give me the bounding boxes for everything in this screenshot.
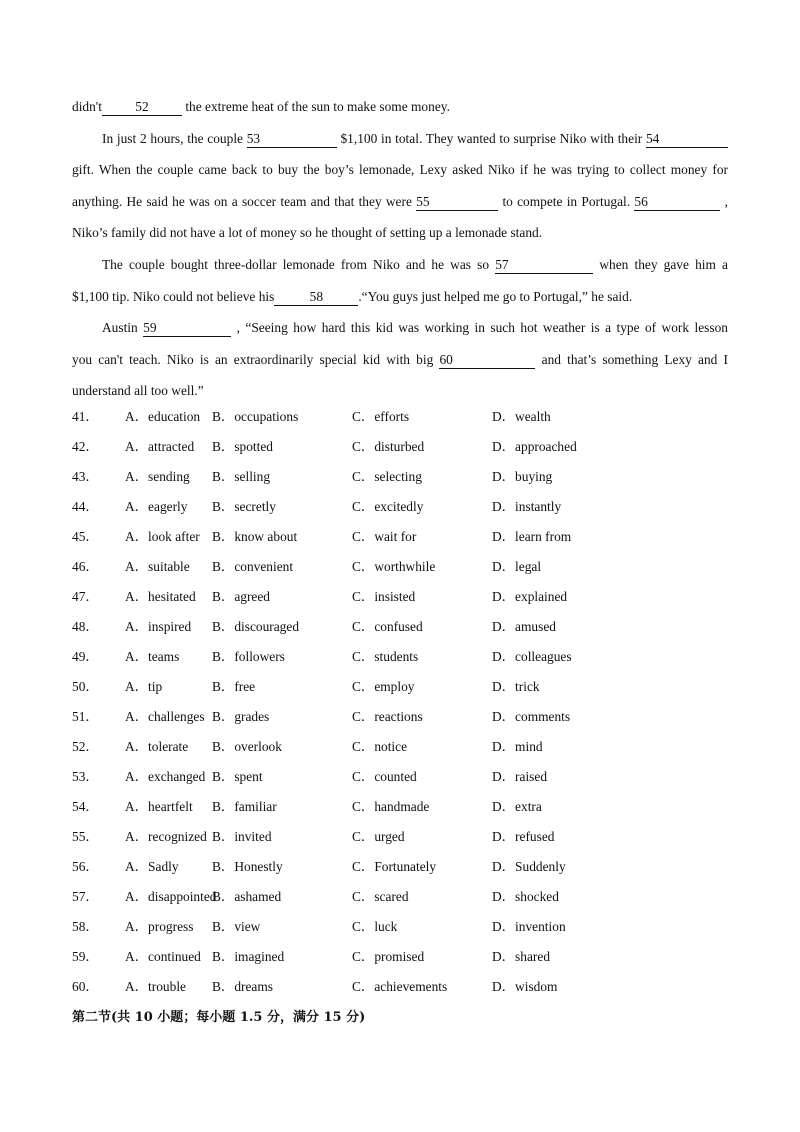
passage-line — [72, 126, 728, 158]
option-c: C．achievements — [352, 979, 448, 994]
option-c: C．promised — [352, 949, 425, 964]
question-number: 53． — [72, 769, 99, 784]
answer-options-list — [72, 404, 728, 1004]
option-b: B．occupations — [212, 409, 299, 424]
passage-line — [72, 94, 728, 126]
passage-text: The couple bought three-dollar lemonade from Niko and he was so — [102, 256, 490, 272]
option-d: D．colleagues — [492, 649, 572, 664]
option-b: B．free — [212, 679, 256, 694]
option-d: D．explained — [492, 589, 568, 604]
passage-text: , — [724, 193, 728, 209]
passage-text: $1,100 in total. They wanted to surprise Niko with their — [340, 130, 643, 146]
option-d: D．shocked — [492, 889, 559, 904]
blank-55: 55 — [416, 194, 498, 211]
option-d: D．trick — [492, 679, 540, 694]
question-row — [72, 584, 728, 614]
question-number: 54． — [72, 799, 99, 814]
option-d: D．approached — [492, 439, 577, 454]
option-a: A．progress — [125, 919, 194, 934]
option-c: C．employ — [352, 679, 415, 694]
passage-line — [72, 315, 728, 347]
question-number: 57． — [72, 889, 99, 904]
option-a: A．exchanged — [125, 769, 206, 784]
option-c: C．students — [352, 649, 419, 664]
question-number: 58． — [72, 919, 99, 934]
blank-57: 57 — [495, 257, 593, 274]
passage-text: the extreme heat of the sun to make some money. — [185, 99, 450, 114]
option-b: B．followers — [212, 649, 285, 664]
option-b: B．ashamed — [212, 889, 282, 904]
question-row — [72, 794, 728, 824]
question-number: 59． — [72, 949, 99, 964]
option-b: B．agreed — [212, 589, 271, 604]
option-a: A．recognized — [125, 829, 207, 844]
option-a: A．Sadly — [125, 859, 179, 874]
passage-line — [72, 252, 728, 284]
passage-text: understand all too well.” — [72, 383, 204, 399]
question-row — [72, 914, 728, 944]
option-c: C．Fortunately — [352, 859, 437, 874]
option-b: B．secretly — [212, 499, 276, 514]
option-d: D．Suddenly — [492, 859, 566, 874]
option-d: D．amused — [492, 619, 556, 634]
question-row — [72, 884, 728, 914]
option-b: B．spotted — [212, 439, 274, 454]
passage-text: to compete in Portugal. — [502, 193, 631, 209]
cloze-passage — [72, 94, 728, 410]
option-a: A．tolerate — [125, 739, 189, 754]
passage-text: and that’s something Lexy and I — [541, 351, 728, 367]
option-b: B．spent — [212, 769, 263, 784]
option-c: C．scared — [352, 889, 409, 904]
option-a: A．teams — [125, 649, 180, 664]
option-d: D．invention — [492, 919, 566, 934]
passage-text: , “Seeing how hard this kid was working in such hot weather is a type of work lesson — [236, 320, 728, 336]
question-row — [72, 554, 728, 584]
question-row — [72, 494, 728, 524]
question-row — [72, 704, 728, 734]
section-heading: 第二节(共 10 小题；每小题 1.5 分，满分 15 分) — [72, 1010, 366, 1025]
question-number: 52． — [72, 739, 99, 754]
question-row — [72, 674, 728, 704]
option-b: B．grades — [212, 709, 270, 724]
question-number: 49． — [72, 649, 99, 664]
question-row — [72, 614, 728, 644]
option-c: C．reactions — [352, 709, 423, 724]
question-number: 48． — [72, 619, 99, 634]
passage-text: Niko’s family did not have a lot of money so he thought of setting up a lemonade stand. — [72, 225, 543, 241]
option-c: C．wait for — [352, 529, 417, 544]
question-row — [72, 644, 728, 674]
option-b: B．dreams — [212, 979, 273, 994]
question-row — [72, 464, 728, 494]
passage-line — [72, 157, 728, 189]
question-row — [72, 854, 728, 884]
option-c: C．notice — [352, 739, 408, 754]
option-a: A．education — [125, 409, 201, 424]
question-number: 51． — [72, 709, 99, 724]
passage-text: $1,100 tip. Niko could not believe his — [72, 288, 275, 304]
question-number: 47． — [72, 589, 99, 604]
option-a: A．hesitated — [125, 589, 196, 604]
question-number: 42． — [72, 439, 99, 454]
option-a: A．suitable — [125, 559, 190, 574]
blank-52: 52 — [102, 99, 182, 116]
passage-text: didn't — [72, 99, 102, 114]
passage-text: you can't teach. Niko is an extraordinarily special kid with big — [72, 351, 434, 367]
option-d: D．shared — [492, 949, 551, 964]
option-b: B．selling — [212, 469, 271, 484]
passage-text: gift. When the couple came back to buy the boy’s lemonade, Lexy asked Niko if he was trying to collect money for — [72, 162, 728, 178]
option-c: C．handmade — [352, 799, 430, 814]
question-number: 45． — [72, 529, 99, 544]
question-row — [72, 974, 728, 1004]
option-c: C．urged — [352, 829, 405, 844]
option-d: D．mind — [492, 739, 543, 754]
option-b: B．view — [212, 919, 261, 934]
option-d: D．instantly — [492, 499, 562, 514]
question-number: 46． — [72, 559, 99, 574]
option-a: A．attracted — [125, 439, 195, 454]
option-b: B．discouraged — [212, 619, 300, 634]
option-b: B．convenient — [212, 559, 294, 574]
option-b: B．Honestly — [212, 859, 283, 874]
question-row — [72, 734, 728, 764]
blank-56: 56 — [634, 194, 720, 211]
option-b: B．invited — [212, 829, 272, 844]
blank-53: 53 — [247, 131, 337, 148]
blank-58: 58 — [274, 289, 358, 306]
passage-text: In just 2 hours, the couple — [102, 130, 243, 146]
option-d: D．raised — [492, 769, 548, 784]
question-number: 41． — [72, 409, 99, 424]
passage-text: .“You guys just helped me go to Portugal,” he said. — [358, 288, 633, 304]
option-a: A．trouble — [125, 979, 186, 994]
question-row — [72, 824, 728, 854]
passage-text: Austin — [102, 320, 138, 336]
option-a: A．challenges — [125, 709, 205, 724]
option-a: A．sending — [125, 469, 190, 484]
blank-54: 54 — [646, 131, 728, 148]
question-number: 56． — [72, 859, 99, 874]
passage-text: when they gave him a — [599, 256, 728, 272]
option-c: C．counted — [352, 769, 417, 784]
option-d: D．legal — [492, 559, 542, 574]
option-d: D．buying — [492, 469, 553, 484]
blank-59: 59 — [143, 320, 231, 337]
question-number: 60． — [72, 979, 99, 994]
option-c: C．efforts — [352, 409, 410, 424]
option-a: A．look after — [125, 529, 200, 544]
question-row — [72, 404, 728, 434]
option-a: A．eagerly — [125, 499, 188, 514]
question-row — [72, 764, 728, 794]
passage-line — [72, 284, 728, 316]
option-d: D．extra — [492, 799, 542, 814]
option-a: A．disappointed — [125, 889, 217, 904]
option-b: B．know about — [212, 529, 298, 544]
option-c: C．disturbed — [352, 439, 425, 454]
option-c: C．selecting — [352, 469, 422, 484]
passage-line — [72, 220, 728, 252]
option-c: C．insisted — [352, 589, 416, 604]
option-c: C．confused — [352, 619, 423, 634]
blank-60: 60 — [439, 352, 535, 369]
question-number: 43． — [72, 469, 99, 484]
option-d: D．wealth — [492, 409, 551, 424]
question-number: 44． — [72, 499, 99, 514]
passage-text: anything. He said he was on a soccer team and that they were — [72, 193, 412, 209]
option-b: B．overlook — [212, 739, 282, 754]
option-b: B．imagined — [212, 949, 285, 964]
option-d: D．wisdom — [492, 979, 558, 994]
option-b: B．familiar — [212, 799, 277, 814]
option-a: A．heartfelt — [125, 799, 193, 814]
option-c: C．luck — [352, 919, 398, 934]
option-c: C．excitedly — [352, 499, 424, 514]
option-d: D．learn from — [492, 529, 572, 544]
question-row — [72, 524, 728, 554]
option-a: A．inspired — [125, 619, 192, 634]
question-number: 55． — [72, 829, 99, 844]
question-row — [72, 434, 728, 464]
passage-line — [72, 189, 728, 221]
option-d: D．comments — [492, 709, 571, 724]
option-c: C．worthwhile — [352, 559, 436, 574]
option-a: A．tip — [125, 679, 163, 694]
option-d: D．refused — [492, 829, 555, 844]
question-row — [72, 944, 728, 974]
passage-line — [72, 347, 728, 379]
question-number: 50． — [72, 679, 99, 694]
option-a: A．continued — [125, 949, 201, 964]
